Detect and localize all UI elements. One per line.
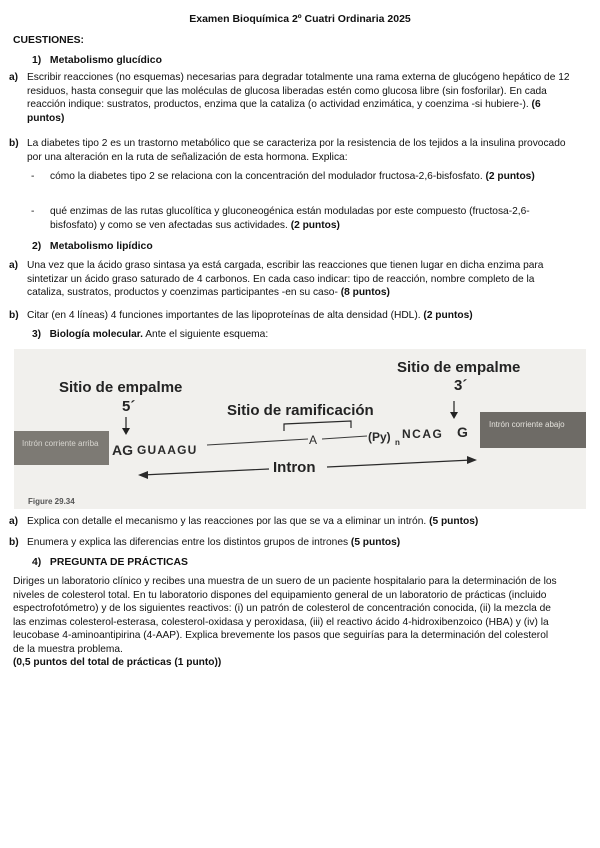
bullet-points: (2 puntos): [290, 219, 340, 231]
section-title: Metabolismo lipídico: [49, 241, 153, 252]
splice-3-arrowhead: [450, 412, 458, 419]
question-points: (8 puntos): [340, 287, 390, 299]
splice-site-3-label: Sitio de empalme: [397, 359, 521, 376]
question-1a: [9, 71, 572, 125]
splicing-figure: [14, 349, 586, 509]
question-label: a): [9, 516, 19, 527]
exam-title: Examen Bioquímica 2º Cuatri Ordinaria 2025: [189, 13, 411, 25]
section-number: 2): [32, 241, 42, 252]
question-text: Escribir reacciones (no esquemas) necesarias para degradar totalmente una rama externa de glucógeno hepático de 12 residuos, hasta conseguir que las moléculas de glucosa liberadas estén como glucosa libre (sin fosforilar). En cada reacción indique: sustratos, productos, enzima que la cataliza (o actividad enzimática, y coenzima -si hubiere-).: [27, 72, 570, 111]
intron-arrowhead-left: [138, 471, 148, 479]
question-text: Una vez que la ácido graso sintasa ya está cargada, escribir las reacciones que tienen lugar en dicha enzima para sintetizar un ácido graso saturado de 4 carbonos. En cada caso indicar: tipo de reacción, nombre completo de la cataliza, sustratos, productos y coenzimas participantes -en su caso-: [27, 260, 544, 299]
splice-site-5-end: 5´: [122, 398, 136, 415]
splice-site-5-label: Sitio de empalme: [59, 379, 183, 396]
section-title: Metabolismo glucídico: [49, 55, 162, 66]
branch-site-label: Sitio de ramificación: [227, 402, 374, 419]
section-title-rest: Ante el siguiente esquema:: [142, 329, 269, 340]
question-label: a): [9, 72, 19, 83]
section-2-heading: [32, 240, 153, 254]
branch-a: A: [309, 433, 318, 447]
section-4-heading: [32, 556, 188, 570]
bullet-dash: -: [31, 206, 35, 217]
section-number: 1): [32, 55, 42, 66]
figure-caption: Figure 29.34: [28, 497, 75, 506]
splice-site-3-end: 3´: [454, 377, 468, 394]
upstream-exon-label: Intrón corriente arriba: [22, 439, 99, 448]
question-3b: [9, 536, 572, 550]
seq-g: G: [457, 424, 468, 440]
downstream-exon-label: Intrón corriente abajo: [489, 420, 565, 429]
question-2b: [9, 309, 572, 323]
intron-label: Intron: [273, 459, 316, 476]
question-1b: [9, 137, 572, 164]
bullet-item: [31, 205, 566, 232]
seq-guaagu: GUAAGU: [137, 443, 198, 457]
question-text: Citar (en 4 líneas) 4 funciones importantes de las lipoproteínas de alta densidad (HDL).: [27, 310, 421, 321]
question-text: Enumera y explica las diferencias entre los distintos grupos de intrones: [27, 537, 349, 548]
cuestiones-heading: CUESTIONES:: [13, 35, 85, 46]
question-label: a): [9, 260, 19, 271]
question-3a: [9, 515, 572, 529]
section-title: PREGUNTA DE PRÁCTICAS: [49, 557, 188, 568]
section-title: Biología molecular.: [49, 329, 143, 340]
section-1-heading: [32, 54, 162, 68]
question-4: [13, 575, 558, 670]
intron-line-left: [207, 439, 308, 445]
question-label: b): [9, 138, 19, 149]
question-text: Explica con detalle el mecanismo y las reacciones por las que se va a eliminar un intrón.: [27, 516, 427, 527]
bullet-item: [31, 170, 566, 184]
splice-5-arrowhead: [122, 428, 130, 435]
section-3-heading: [32, 328, 268, 342]
seq-py: (Py): [368, 430, 391, 444]
bullet-dash: -: [31, 171, 35, 182]
seq-ag: AG: [112, 442, 133, 458]
upstream-exon-box: [14, 431, 109, 465]
bullet-text: cómo la diabetes tipo 2 se relaciona con la concentración del modulador fructosa-2,6-bisfosfato.: [50, 171, 483, 182]
question-points: (0,5 puntos del total de prácticas (1 punto)): [13, 657, 222, 669]
seq-ncag: NCAG: [402, 427, 444, 441]
intron-arrowhead-right: [467, 456, 477, 464]
question-points: (6 puntos): [27, 99, 541, 124]
question-label: b): [9, 537, 19, 548]
question-points: (5 puntos): [350, 537, 401, 548]
bullet-text: qué enzimas de las rutas glucolítica y gluconeogénica están moduladas por este compuesto (fructosa-2,6-bisfosfato) y como se ven afectadas sus actividades.: [50, 206, 530, 231]
section-number: 3): [32, 329, 42, 340]
branch-bracket: [284, 421, 351, 431]
question-points: (2 puntos): [423, 310, 473, 321]
question-label: b): [9, 310, 19, 321]
question-text: Diriges un laboratorio clínico y recibes una muestra de un suero de un paciente hospitalario para la determinación de los niveles de colesterol total. En tu laboratorio dispones del equipamiento general de un laboratorio de prácticas (incluido espectrofotómetro) y de los siguientes reactivos: (i) un patrón de colesterol de concentración conocida, (ii) la mezcla de las enzimas colesterol-esterasa, colesterol-oxidasa y peroxidasa, (iii) el reactivo ácido 4-hidroxibenzoico (HBA) y (iv) la leucobase 4-aminoantipirina (4-AAP). Explica brevemente los pasos que seguirías para la determinación del colesterol de la muestra problema.: [13, 576, 557, 655]
intron-line-mid: [322, 436, 367, 439]
splicing-diagram: [14, 349, 586, 509]
question-points: (5 puntos): [429, 516, 479, 527]
seq-py-n: n: [395, 438, 400, 447]
bullet-points: (2 puntos): [485, 171, 535, 182]
downstream-exon-box: [480, 412, 586, 448]
section-number: 4): [32, 557, 42, 568]
question-2a: [9, 259, 572, 300]
question-text: La diabetes tipo 2 es un trastorno metabólico que se caracteriza por la resistencia de los tejidos a la insulina provocado por una alteración en la ruta de señalización de esta hormona. Explica:: [27, 138, 566, 163]
intron-arrow-left: [142, 469, 269, 475]
intron-arrow-right: [327, 460, 472, 467]
